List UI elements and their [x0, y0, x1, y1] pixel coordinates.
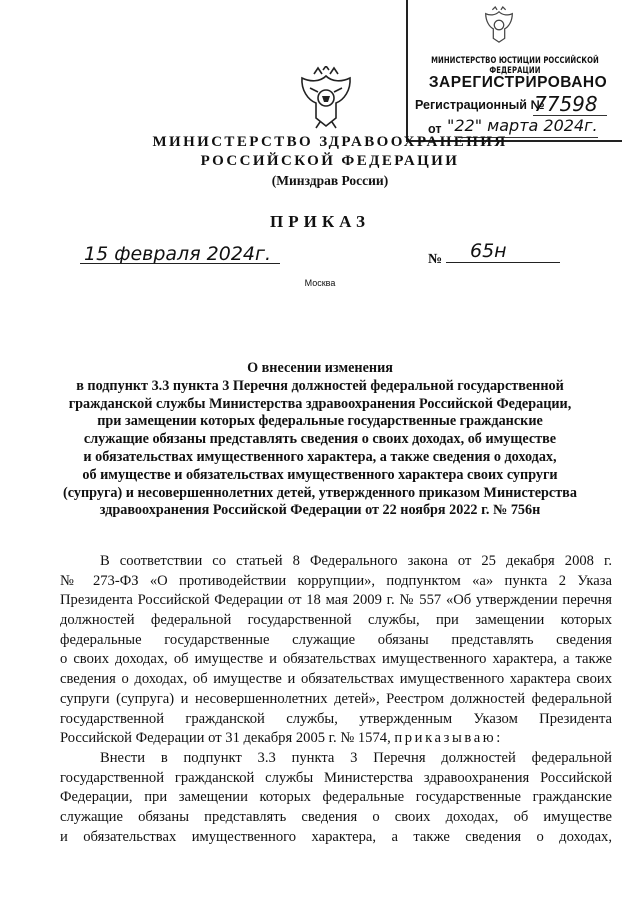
order-verb: приказываю: [394, 730, 503, 747]
title-line: служащие обязаны представлять сведения о своих доходах, об имуществе [83, 431, 557, 448]
ministry-short-name: (Минздрав России) [271, 173, 389, 188]
body-line-text: Российской Федерации от 31 декабря 2005 г. № 1574, [60, 730, 395, 747]
title-line: (супруга) и несовершеннолетних детей, утвержденного приказом Министерства [63, 484, 577, 501]
body-line: Федерации, при замещении которых федеральные государственные гражданские [60, 789, 612, 806]
order-number-underline [446, 262, 560, 263]
body-line: должностей федеральной государственной службы, при замещении которых [60, 612, 612, 629]
body-line-last [60, 729, 612, 749]
title-line: об имуществе и обязательствах имущественного характера своих супруги [82, 466, 558, 483]
stamp-reg-number: 77598 [534, 92, 598, 116]
order-date-underline [80, 263, 280, 264]
stamp-reg-number-label: Регистрационный № [415, 98, 545, 112]
body-line: и обязательствах имущественного характера, а также сведения о доходах, [60, 828, 612, 845]
order-title [36, 360, 604, 520]
title-line: гражданской службы Министерства здравоохранения Российской Федерации, [68, 395, 572, 412]
body-line: о своих доходах, об имуществе и обязательствах имущественного характера, а также [60, 651, 612, 668]
body-line: государственной гражданской службы Министерства здравоохранения Российской [60, 769, 612, 786]
body-paragraph-1 [60, 552, 612, 749]
order-date: 15 февраля 2024г. [84, 243, 272, 265]
body-line: Президента Российской Федерации от 18 мая 2009 г. № 557 «Об утверждении перечня [60, 592, 612, 609]
title-line: здравоохранения Российской Федерации от 22 ноября 2022 г. № 756н [99, 502, 541, 519]
stamp-date-prefix: от [428, 122, 442, 136]
title-line: при замещении которых федеральные государственные гражданские [97, 413, 543, 430]
order-number: 65н [470, 240, 507, 262]
order-number-sign: № [428, 252, 443, 267]
stamp-date-value: "22" марта 2024г. [447, 116, 598, 135]
stamp-ministry-name: МИНИСТЕРСТВО ЮСТИЦИИ РОССИЙСКОЙ ФЕДЕРАЦИИ [431, 55, 599, 75]
body-line: № 273-ФЗ «О противодействии коррупции», подпунктом «а» пункта 2 Указа [60, 572, 612, 589]
body-line: супруги (супруга) и несовершеннолетних детей», Реестром должностей федеральной [60, 690, 612, 707]
title-line: О внесении изменения [247, 360, 393, 376]
body-line: государственной гражданской службы, утвержденным Указом Президента [60, 710, 612, 727]
ministry-name-line2: РОССИЙСКОЙ ФЕДЕРАЦИИ [200, 153, 460, 169]
stamp-emblem-icon [480, 6, 518, 46]
body-line: служащие обязаны представлять сведения о своих доходах, об имуществе [60, 808, 612, 825]
body-line: В соответствии со статьей 8 Федерального закона от 25 декабря 2008 г. [100, 553, 612, 569]
title-line: и обязательствах имущественного характера, а также сведения о доходах, [83, 448, 557, 465]
order-city: Москва [304, 278, 336, 288]
body-line: сведения о доходах, об имуществе и обязательствах имущественного характера своих [60, 671, 612, 688]
body-line: Внести в подпункт 3.3 пункта 3 Перечня должностей федеральной [100, 749, 612, 766]
order-body [60, 552, 612, 847]
title-line: в подпункт 3.3 пункта 3 Перечня должностей федеральной государственной [76, 377, 564, 394]
body-line: федеральные государственные служащие обязаны представлять сведения [60, 631, 612, 648]
coat-of-arms-icon [296, 66, 356, 132]
stamp-registered-label: ЗАРЕГИСТРИРОВАНО [428, 74, 608, 91]
order-type-heading: ПРИКАЗ [270, 212, 370, 231]
body-paragraph-2 [60, 749, 612, 847]
ministry-name-line1: МИНИСТЕРСТВО ЗДРАВООХРАНЕНИЯ [152, 134, 508, 150]
